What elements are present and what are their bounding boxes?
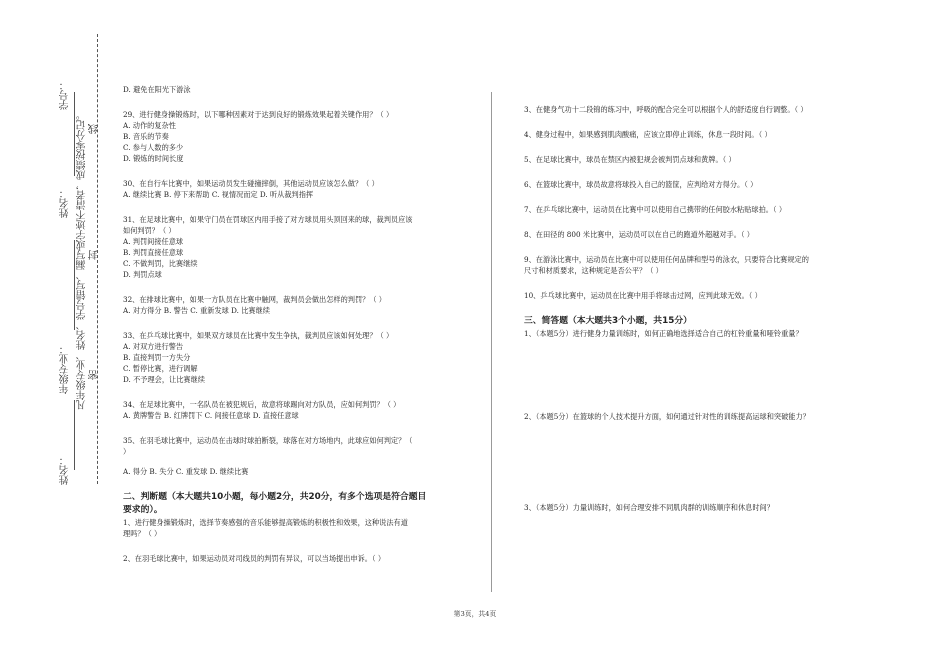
answer-space-2 xyxy=(524,422,869,502)
number-label: 学号： xyxy=(60,80,71,110)
short-answer-2: 2、（本题5分）在篮球的个人技术提升方面，如何通过针对性的训练提高运球和突破能力？ xyxy=(524,412,810,421)
number-line xyxy=(74,92,75,176)
question-33 xyxy=(123,330,478,385)
option-d: D. 判罚点球 xyxy=(123,270,162,279)
question-29 xyxy=(123,109,478,164)
question-stem-line-1: 31、在足球比赛中，如果守门员在罚球区内用手接了对方球员用头顶回来的球，裁判员应该 xyxy=(123,215,413,224)
options-line: A. 得分 B. 失分 C. 重发球 D. 继续比赛 xyxy=(123,467,249,476)
options-line: A. 黄牌警告 B. 红牌罚下 C. 间接任意球 D. 直接任意球 xyxy=(123,411,299,420)
judge-question-2 xyxy=(123,553,478,564)
option-c: C. 暂停比赛，进行调解 xyxy=(123,364,198,373)
major-line xyxy=(74,400,75,470)
judge-question-7: 7、在乒乓球比赛中，运动员在比赛中可以使用自己携带的任何胶水粘贴球拍。（ ） xyxy=(524,205,787,214)
question-30 xyxy=(123,178,478,200)
name-label: 姓名： xyxy=(60,188,71,218)
answer-space-1 xyxy=(524,339,869,411)
instruction-text: 凡年级专业、姓名、学号错写、漏写或字迹不清者，成绩按零分记。 xyxy=(77,110,88,410)
question-stem-line-2: ） xyxy=(123,447,131,456)
question-stem-line-2: 尺寸和材质要求，这种规定是否公平？（ ） xyxy=(524,266,663,275)
judge-question-3: 3、在健身气功十二段锦的练习中，呼吸的配合完全可以根据个人的舒适度自行调整。（ ） xyxy=(524,105,808,114)
question-31 xyxy=(123,214,478,280)
option-a: A. 动作的复杂性 xyxy=(123,121,176,130)
judge-question-10: 10、乒乓球比赛中，运动员在比赛中用手将球击过网，应判此球无效。（ ） xyxy=(524,291,762,300)
question-stem-line-1: 1、进行健身操锻炼时，选择节奏感强的音乐能够提高锻炼的积极性和效果，这种说法有道 xyxy=(123,518,408,527)
column-divider xyxy=(491,92,492,592)
left-column xyxy=(123,84,478,564)
question-34 xyxy=(123,399,478,421)
option-c: C. 不做判罚，比赛继续 xyxy=(123,259,198,268)
major-label: 年级专业： xyxy=(60,344,71,394)
question-stem-line-1: 9、在游泳比赛中，运动员在比赛中可以使用任何品牌和型号的泳衣，只要符合比赛规定的 xyxy=(524,255,809,264)
seal-mark-xian: 线 xyxy=(89,124,100,134)
question-stem: 2、在羽毛球比赛中，如果运动员对司线员的判罚有异议，可以当场提出申诉。（ ） xyxy=(123,554,386,563)
section-2-heading-line-2: 要求的）。 xyxy=(123,505,163,515)
question-stem-line-2: 理吗？（ ） xyxy=(123,529,162,538)
judge-question-4: 4、健身过程中，如果感到肌肉酸痛，应该立即停止训练，休息一段时间。（ ） xyxy=(524,130,772,139)
judge-question-9 xyxy=(524,254,869,276)
question-32 xyxy=(123,294,478,316)
option-c: C. 参与人数的多少 xyxy=(123,143,184,152)
judge-question-5: 5、在足球比赛中，球员在禁区内被犯规会被判罚点球和黄牌。（ ） xyxy=(524,155,736,164)
judge-question-6: 6、在篮球比赛中，球员故意将球投入自己的篮筐，应判给对方得分。（ ） xyxy=(524,180,758,189)
judge-question-1 xyxy=(123,517,478,539)
short-answer-3: 3、（本题5分）力量训练时，如何合理安排不同肌肉群的训练顺序和休息时间？ xyxy=(524,503,774,512)
school-label: 姓名： xyxy=(60,455,71,485)
option-d: D. 不予理会，让比赛继续 xyxy=(123,375,205,384)
options-line: A. 对方得分 B. 警告 C. 重新发球 D. 比赛继续 xyxy=(123,306,270,315)
option-b: B. 音乐的节奏 xyxy=(123,132,169,141)
name-line xyxy=(74,240,75,330)
short-answer-1: 1、（本题5分）进行健身力量训练时，如何正确地选择适合自己的杠铃重量和哑铃重量？ xyxy=(524,329,803,338)
options-line: A. 继续比赛 B. 停下来帮助 C. 视情况而定 D. 听从裁判指挥 xyxy=(123,190,314,199)
seal-mark-mi: 密 xyxy=(89,370,100,380)
option-d: D. 锻炼的时间长度 xyxy=(123,154,184,163)
question-stem-line-2: 如何判罚？（ ） xyxy=(123,226,176,235)
question-stem: 29、进行健身操锻炼时，以下哪种因素对于达到良好的锻炼效果起着关键作用？（ ） xyxy=(123,110,394,119)
judge-question-8: 8、在田径的 800 米比赛中，运动员可以在自己的跑道外超越对手。（ ） xyxy=(524,230,754,239)
seal-dashed-line xyxy=(97,34,98,484)
option-b: B. 直接判罚一方失分 xyxy=(123,353,191,362)
question-stem: 34、在足球比赛中，一名队员在被犯规后，故意将球踢向对方队员，应如何判罚？（ ） xyxy=(123,400,401,409)
right-column xyxy=(524,104,869,513)
seal-mark-feng: 封 xyxy=(89,250,100,260)
section-2-heading-line-1: 二、判断题（本大题共10小题，每小题2分，共20分，有多个选项是符合题目 xyxy=(123,492,427,502)
question-35 xyxy=(123,435,478,477)
q28-option-d: D. 避免在阳光下游泳 xyxy=(123,85,191,94)
binding-margin xyxy=(0,0,112,672)
section-3-heading: 三、简答题（本大题共3个小题，共15分） xyxy=(524,316,692,326)
page-footer: 第3页，共4页 xyxy=(453,610,497,618)
option-b: B. 判罚直接任意球 xyxy=(123,248,184,257)
option-a: A. 判罚间接任意球 xyxy=(123,237,184,246)
question-stem: 32、在排球比赛中，如果一方队员在比赛中触网，裁判员会做出怎样的判罚？（ ） xyxy=(123,295,386,304)
question-stem-line-1: 35、在羽毛球比赛中，运动员在击球时球拍断裂，球落在对方场地内，此球应如何判定？（ xyxy=(123,436,413,445)
option-a: A. 对双方进行警告 xyxy=(123,342,184,351)
question-stem: 30、在自行车比赛中，如果运动员发生碰撞摔倒，其他运动员应该怎么做？（ ） xyxy=(123,179,379,188)
question-stem: 33、在乒乓球比赛中，如果双方球员在比赛中发生争执，裁判员应该如何处理？（ ） xyxy=(123,331,394,340)
